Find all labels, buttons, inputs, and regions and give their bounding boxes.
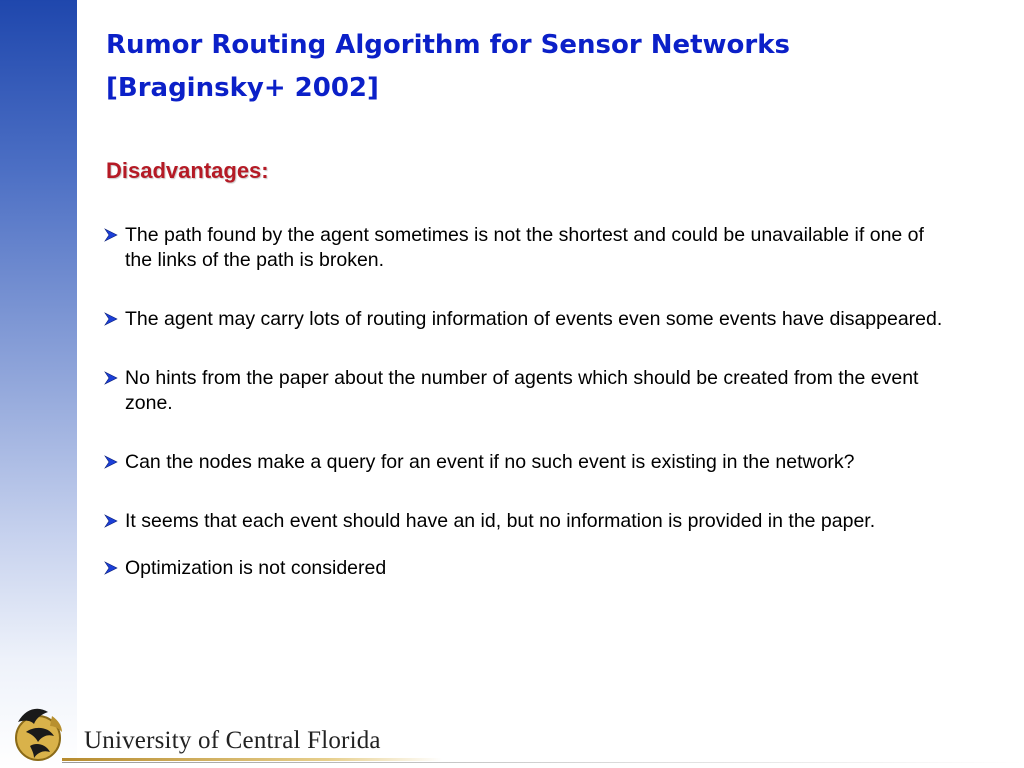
slide-title: [106, 24, 986, 110]
list-item: [104, 556, 944, 581]
footer-gray-line: [62, 762, 1024, 763]
list-item: [104, 509, 944, 534]
arrow-bullet-icon: [104, 228, 118, 242]
ucf-pegasus-logo-icon: [8, 702, 68, 766]
list-item: [104, 223, 944, 273]
side-gradient-bar: [0, 0, 77, 768]
list-item-text: Optimization is not considered: [125, 557, 387, 579]
list-item: [104, 366, 944, 416]
list-item-text: No hints from the paper about the number of agents which should be created from the event zone.: [125, 367, 919, 414]
list-item-text: It seems that each event should have an id, but no information is provided in the paper.: [125, 510, 876, 532]
arrow-bullet-icon: [104, 561, 118, 575]
arrow-bullet-icon: [104, 371, 118, 385]
slide-title-line-2: [Braginsky+ 2002]: [106, 73, 379, 103]
list-item-text: The path found by the agent sometimes is not the shortest and could be unavailable if one of the links of the path is broken.: [125, 224, 924, 271]
list-item-text: Can the nodes make a query for an event if no such event is existing in the network?: [125, 451, 855, 473]
university-name: University of Central Florida: [84, 727, 381, 754]
list-item: [104, 307, 944, 332]
arrow-bullet-icon: [104, 455, 118, 469]
footer-divider: [62, 758, 1024, 766]
disadvantages-heading: Disadvantages:: [106, 158, 269, 183]
disadvantages-list: [104, 223, 944, 615]
slide-title-line-1: Rumor Routing Algorithm for Sensor Networks: [106, 30, 791, 60]
list-item-text: The agent may carry lots of routing information of events even some events have disappeared.: [125, 308, 943, 330]
arrow-bullet-icon: [104, 514, 118, 528]
footer-gold-line: [62, 758, 442, 761]
list-item: [104, 450, 944, 475]
arrow-bullet-icon: [104, 312, 118, 326]
